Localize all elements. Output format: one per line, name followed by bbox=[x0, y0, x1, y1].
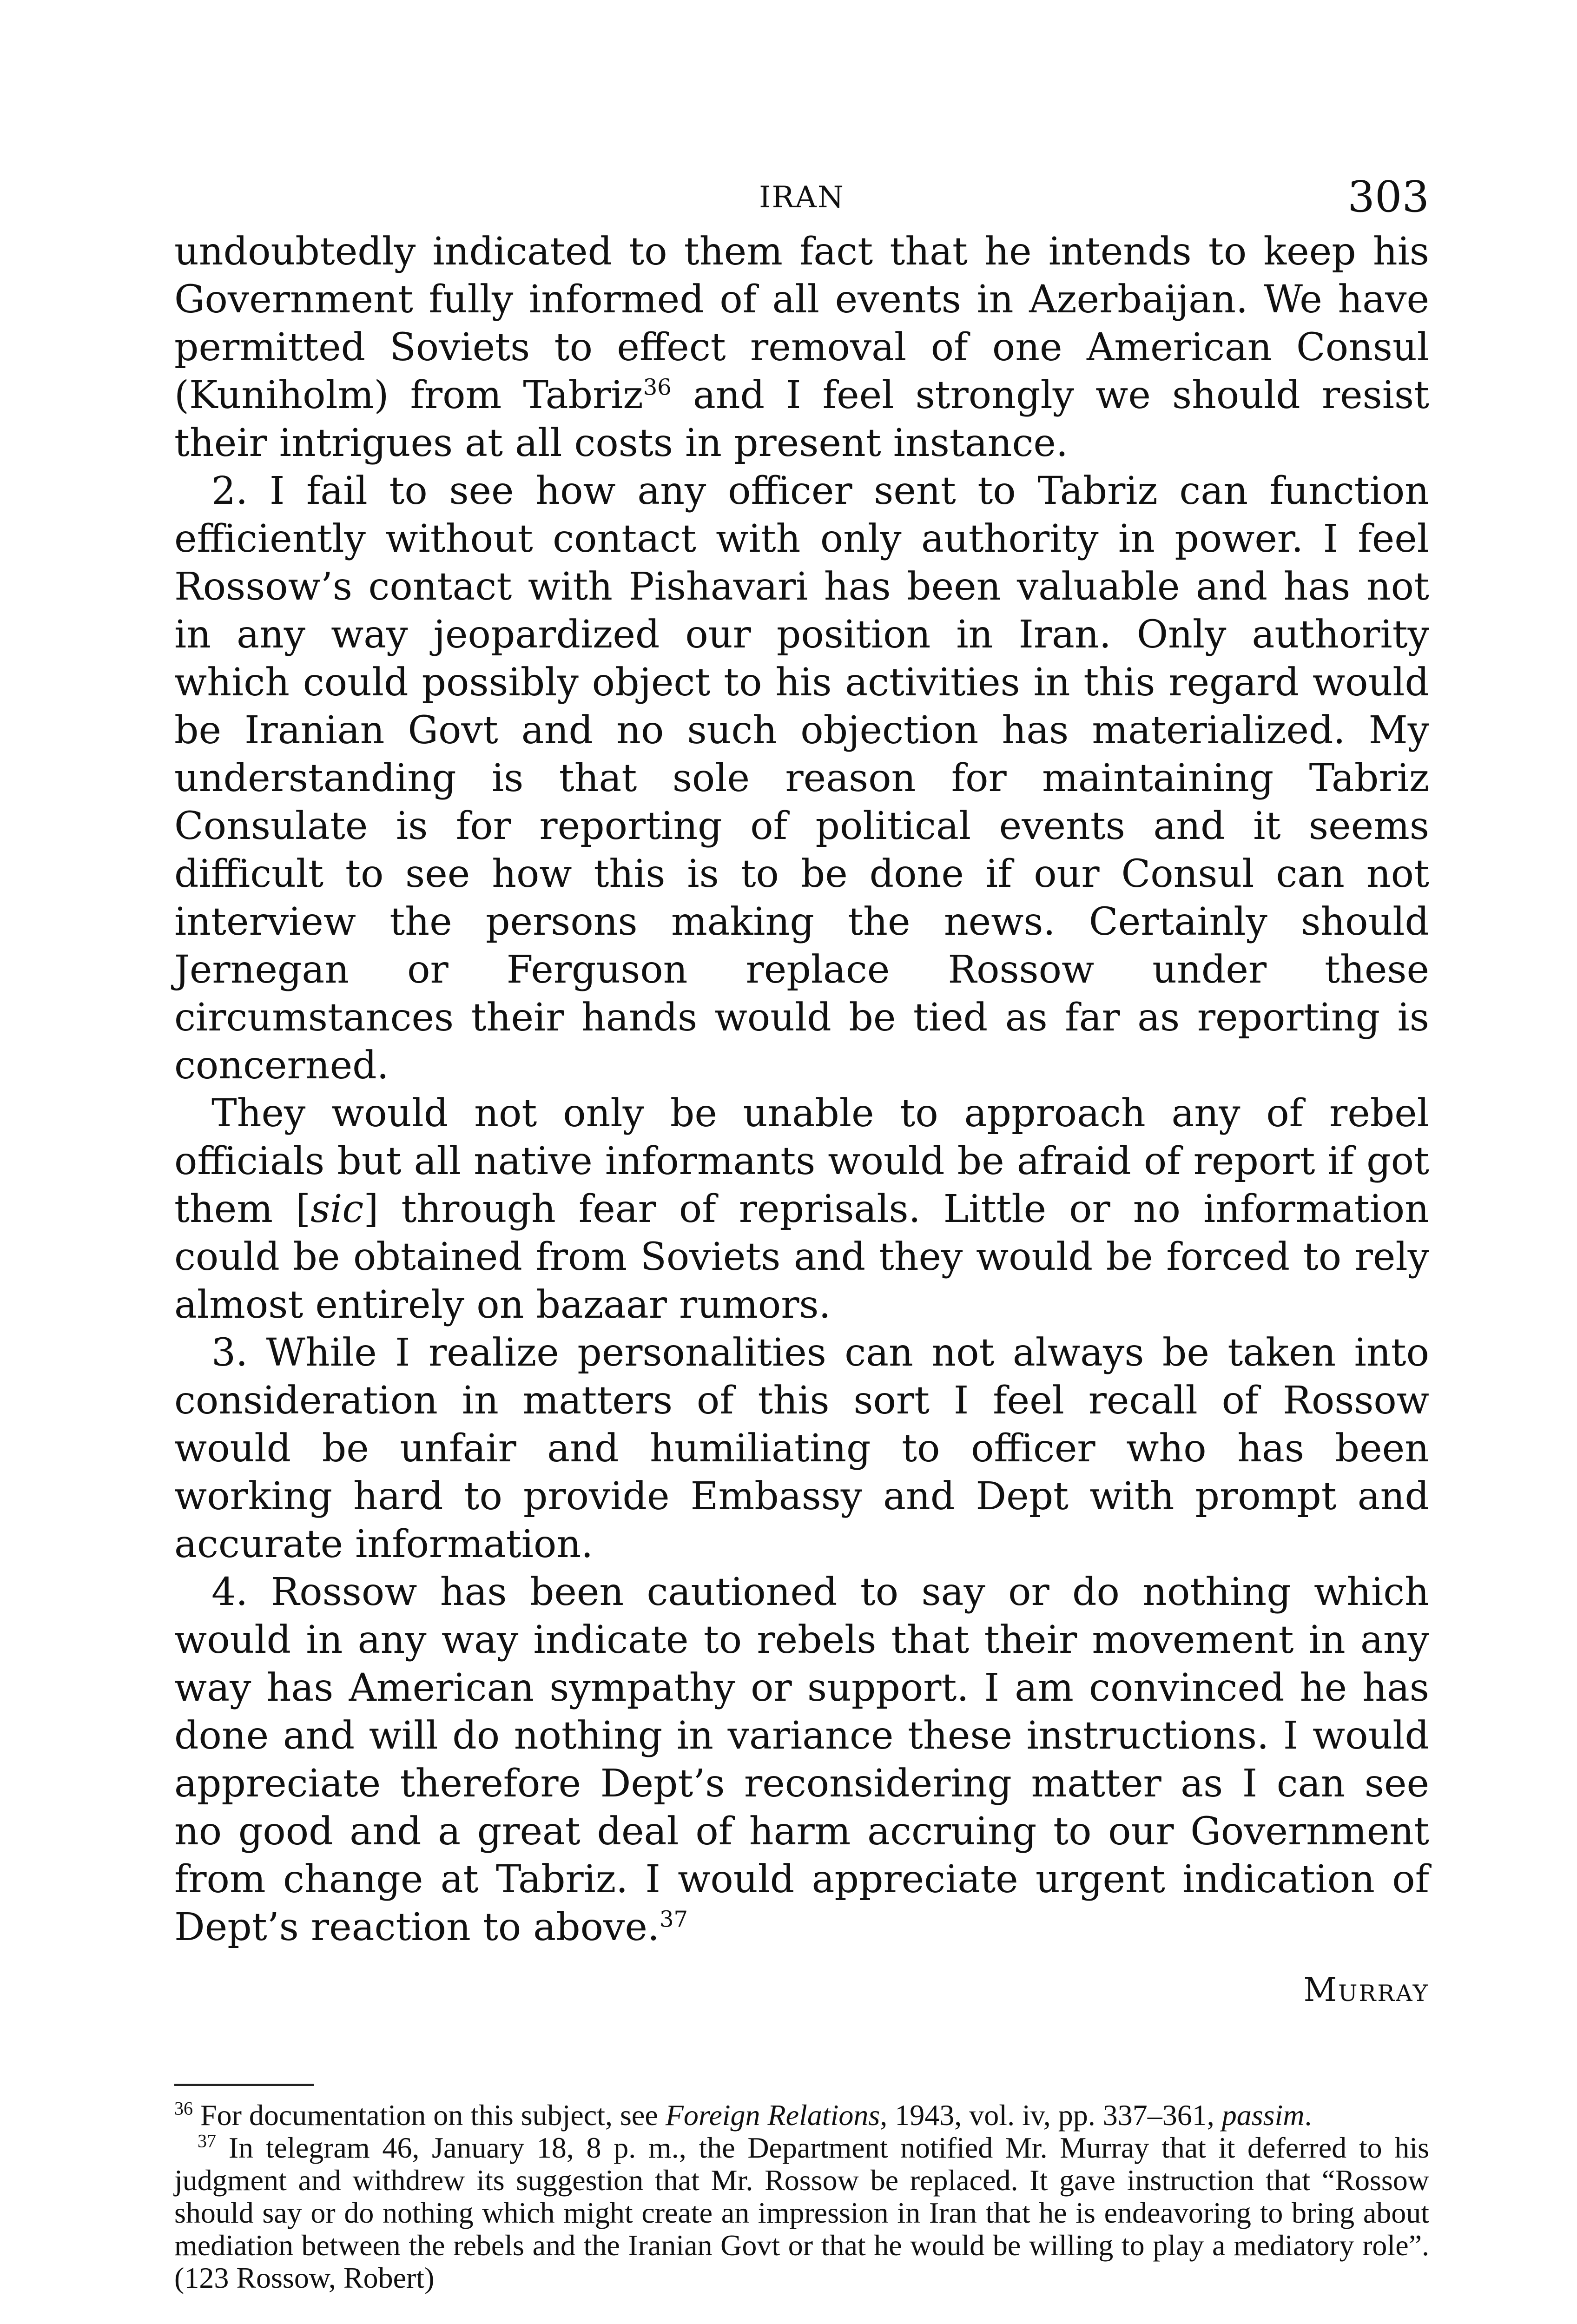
paragraph-3-text-b: ] through fear of reprisals. Little or no information could be obtained from Soviets and they would be forced to rely almost entirely on bazaar rumors. bbox=[174, 1187, 1429, 1327]
footnote-37-text: In telegram 46, January 18, 8 p. m., the Department notified Mr. Murray that it deferred to his judgment and withdrew its suggestion that Mr. Rossow be replaced. It gave instruction that “Rossow should say or do nothing which might create an impression in Iran that he is endeavoring to bring about mediation between the rebels and the Iranian Govt or that he would be willing to play a mediatory role”. (123 Rossow, Robert) bbox=[174, 2131, 1429, 2294]
footnote-36-title: Foreign Relations bbox=[665, 2099, 880, 2132]
paragraph-1-continued: and I feel strongly we should resist their intrigues at all costs in present instance. bbox=[174, 373, 1429, 465]
paragraph-1-text: undoubtedly indicated to them fact that he intends to keep his Government fully informed of all events in Azerbaijan. We have permitted Soviets to effect removal of one American Consul (Kuniholm) from Tabriz bbox=[174, 230, 1429, 417]
document-page bbox=[174, 172, 1429, 2294]
footnote-36-text-a: For documentation on this subject, see bbox=[193, 2099, 666, 2132]
footnote-36 bbox=[174, 2099, 1429, 2132]
footnote-ref-37: 37 bbox=[659, 1906, 688, 1933]
paragraph-3 bbox=[174, 1089, 1429, 1329]
page-number: 303 bbox=[1347, 172, 1429, 222]
paragraph-5 bbox=[174, 1568, 1429, 1951]
body-text bbox=[174, 228, 1429, 2014]
footnote-37 bbox=[174, 2132, 1429, 2294]
footnote-36-text-c: . bbox=[1304, 2099, 1312, 2132]
paragraph-4: 3. While I realize personalities can not always be taken into consideration in matters of this sort I feel recall of Rossow would be unfair and humiliating to officer who has been working hard to provide Embassy and Dept with prompt and accurate information. bbox=[174, 1331, 1429, 1566]
paragraph-1 bbox=[174, 228, 1429, 467]
footnotes bbox=[174, 2099, 1429, 2294]
footnote-36-passim: passim bbox=[1221, 2099, 1305, 2132]
sic-annotation: sic bbox=[310, 1187, 364, 1231]
running-head: IRAN bbox=[759, 180, 845, 215]
paragraph-5-text: 4. Rossow has been cautioned to say or do nothing which would in any way indicate to rebels that their movement in any way has American sympathy or support. I am convinced he has done and will do nothing in variance these instructions. I would appreciate therefore Dept’s reconsidering matter as I can see no good and a great deal of harm accruing to our Government from change at Tabriz. I would appreciate urgent indication of Dept’s reaction to above. bbox=[174, 1570, 1429, 1949]
footnote-36-mark: 36 bbox=[174, 2098, 193, 2119]
paragraph-2: 2. I fail to see how any officer sent to Tabriz can function efficiently without contact with only authority in power. I feel Rossow’s contact with Pishavari has been valuable and has not in any way jeopardized our position in Iran. Only authority which could possibly object to his activities in this regard would be Iranian Govt and no such objection has materialized. My understanding is that sole reason for maintaining Tabriz Consulate is for reporting of political events and it seems difficult to see how this is to be done if our Consul can not interview the persons making the news. Certainly should Jernegan or Ferguson replace Rossow under these circumstances their hands would be tied as far as reporting is concerned. bbox=[174, 469, 1429, 1088]
footnote-36-text-b: , 1943, vol. iv, pp. 337–361, bbox=[880, 2099, 1222, 2132]
page-header bbox=[174, 172, 1429, 228]
paragraph-3-text-a: They would not only be unable to approach any of rebel officials but all native informants would be afraid of report if got them [ bbox=[174, 1091, 1429, 1231]
footnote-ref-36: 36 bbox=[643, 374, 672, 401]
footnote-rule bbox=[174, 2084, 314, 2086]
signature: Murray bbox=[1303, 1971, 1429, 2009]
footnote-37-mark: 37 bbox=[198, 2130, 216, 2152]
